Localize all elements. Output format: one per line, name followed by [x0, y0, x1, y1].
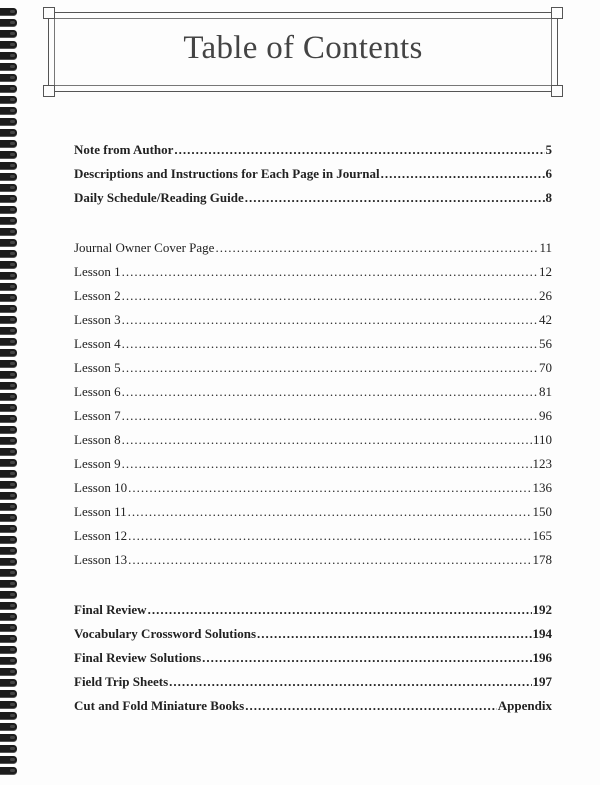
spiral-coil [0, 349, 17, 356]
spiral-coil [0, 635, 17, 642]
frame-corner-ornament [43, 85, 55, 97]
spiral-coil [0, 558, 17, 565]
toc-entry [74, 336, 552, 360]
toc-entry [74, 552, 552, 576]
spiral-coil [0, 723, 17, 730]
toc-entry-page-number: 196 [532, 650, 552, 665]
toc-entry-page-number: 123 [532, 456, 552, 471]
spiral-coil [0, 63, 17, 70]
spiral-coil [0, 261, 17, 268]
dot-leader [245, 190, 545, 206]
spiral-coil [0, 404, 17, 411]
toc-entry [74, 480, 552, 504]
toc-entry [74, 288, 552, 312]
page-title: Table of Contents [183, 30, 423, 66]
frame-corner-ornament [551, 85, 563, 97]
spiral-coil [0, 338, 17, 345]
spiral-coil [0, 679, 17, 686]
spiral-coil [0, 382, 17, 389]
spiral-coil [0, 448, 17, 455]
toc-entry [74, 674, 552, 698]
dot-leader [202, 650, 531, 666]
toc-entry-label: Lesson 1 [74, 264, 121, 279]
spiral-coil [0, 426, 17, 433]
toc-entry-label: Lesson 10 [74, 480, 128, 495]
toc-entry-page-number: 81 [539, 384, 552, 399]
toc-entry-label: Lesson 6 [74, 384, 121, 399]
spiral-coil [0, 173, 17, 180]
spiral-coil [0, 536, 17, 543]
spiral-coil [0, 580, 17, 587]
spiral-coil [0, 217, 17, 224]
spiral-coil [0, 657, 17, 664]
spiral-coil [0, 239, 17, 246]
toc-entry [74, 626, 552, 650]
dot-leader [128, 528, 531, 544]
toc-entry [74, 504, 552, 528]
spiral-coil [0, 712, 17, 719]
spiral-coil [0, 107, 17, 114]
dot-leader [245, 698, 497, 714]
dot-leader [128, 480, 531, 496]
table-of-contents [74, 142, 552, 722]
toc-entry-page-number: 178 [532, 552, 552, 567]
toc-entry-page-number: 165 [532, 528, 552, 543]
spiral-coil [0, 162, 17, 169]
spiral-coil [0, 250, 17, 257]
toc-entry-label: Lesson 7 [74, 408, 121, 423]
spiral-coil [0, 140, 17, 147]
dot-leader [122, 264, 538, 280]
toc-section [74, 142, 552, 214]
dot-leader [174, 142, 544, 158]
toc-entry-label: Descriptions and Instructions for Each Page in Journal [74, 166, 380, 181]
spiral-coil [0, 415, 17, 422]
toc-entry-label: Lesson 13 [74, 552, 128, 567]
toc-entry [74, 698, 552, 722]
toc-entry [74, 360, 552, 384]
toc-section [74, 240, 552, 576]
spiral-coil [0, 547, 17, 554]
toc-entry-label: Lesson 9 [74, 456, 121, 471]
dot-leader [122, 432, 532, 448]
spiral-coil [0, 360, 17, 367]
toc-entry-label: Lesson 11 [74, 504, 127, 519]
spiral-coil [0, 701, 17, 708]
toc-entry-label: Field Trip Sheets [74, 674, 169, 689]
spiral-coil [0, 613, 17, 620]
toc-entry [74, 190, 552, 214]
toc-entry [74, 456, 552, 480]
spiral-coil [0, 96, 17, 103]
spiral-coil [0, 327, 17, 334]
toc-entry-page-number: 70 [539, 360, 552, 375]
toc-entry-label: Final Review [74, 602, 147, 617]
toc-entry-page-number: 12 [539, 264, 552, 279]
toc-entry-page-number: 110 [532, 432, 552, 447]
spiral-coil [0, 745, 17, 752]
toc-entry-page-number: 136 [532, 480, 552, 495]
toc-entry [74, 142, 552, 166]
toc-entry-page-number: 96 [539, 408, 552, 423]
spiral-coil [0, 591, 17, 598]
toc-entry-page-number: Appendix [497, 698, 552, 713]
toc-entry-page-number: 11 [539, 240, 552, 255]
dot-leader [128, 504, 532, 520]
toc-entry-page-number: 6 [545, 166, 552, 181]
dot-leader [122, 288, 538, 304]
toc-entry [74, 528, 552, 552]
spiral-coil [0, 316, 17, 323]
spiral-coil [0, 756, 17, 763]
toc-entry-page-number: 56 [539, 336, 552, 351]
toc-entry-label: Lesson 5 [74, 360, 121, 375]
spiral-coil [0, 184, 17, 191]
toc-entry-page-number: 150 [532, 504, 552, 519]
spiral-coil [0, 195, 17, 202]
toc-entry-page-number: 8 [545, 190, 552, 205]
spiral-coil [0, 767, 17, 774]
dot-leader [215, 240, 538, 256]
spiral-coil [0, 602, 17, 609]
dot-leader [257, 626, 531, 642]
toc-entry-label: Lesson 8 [74, 432, 121, 447]
frame-corner-ornament [43, 7, 55, 19]
spiral-coil [0, 41, 17, 48]
toc-entry-page-number: 192 [532, 602, 552, 617]
spiral-coil [0, 52, 17, 59]
toc-entry [74, 432, 552, 456]
toc-entry [74, 602, 552, 626]
spiral-coil [0, 470, 17, 477]
toc-entry-label: Vocabulary Crossword Solutions [74, 626, 257, 641]
dot-leader [122, 456, 532, 472]
spiral-coil [0, 393, 17, 400]
toc-entry-label: Daily Schedule/Reading Guide [74, 190, 244, 205]
toc-entry-label: Note from Author [74, 142, 174, 157]
spiral-coil [0, 734, 17, 741]
spiral-coil [0, 283, 17, 290]
spiral-coil [0, 228, 17, 235]
spiral-coil [0, 118, 17, 125]
dot-leader [122, 360, 538, 376]
toc-entry [74, 312, 552, 336]
spiral-coil [0, 74, 17, 81]
spiral-coil [0, 481, 17, 488]
spiral-coil [0, 646, 17, 653]
dot-leader [122, 384, 538, 400]
toc-entry-label: Journal Owner Cover Page [74, 240, 215, 255]
toc-entry-label: Lesson 3 [74, 312, 121, 327]
dot-leader [381, 166, 545, 182]
spiral-coil [0, 690, 17, 697]
toc-entry [74, 384, 552, 408]
toc-entry-page-number: 26 [539, 288, 552, 303]
toc-entry-page-number: 194 [532, 626, 552, 641]
toc-entry [74, 408, 552, 432]
frame-corner-ornament [551, 7, 563, 19]
spiral-coil [0, 525, 17, 532]
spiral-coil [0, 294, 17, 301]
title-frame [48, 12, 558, 92]
spiral-coil [0, 492, 17, 499]
spiral-coil [0, 371, 17, 378]
toc-entry-page-number: 5 [545, 142, 552, 157]
toc-entry [74, 264, 552, 288]
spiral-coil [0, 151, 17, 158]
spiral-coil [0, 503, 17, 510]
spiral-coil [0, 30, 17, 37]
toc-entry-label: Lesson 4 [74, 336, 121, 351]
spiral-coil [0, 206, 17, 213]
toc-entry [74, 240, 552, 264]
spiral-coil [0, 437, 17, 444]
spiral-coil [0, 19, 17, 26]
toc-entry-label: Final Review Solutions [74, 650, 202, 665]
toc-section [74, 602, 552, 722]
toc-entry-label: Cut and Fold Miniature Books [74, 698, 245, 713]
spiral-coil [0, 129, 17, 136]
dot-leader [148, 602, 532, 618]
toc-entry-label: Lesson 2 [74, 288, 121, 303]
toc-entry [74, 166, 552, 190]
spiral-coil [0, 569, 17, 576]
toc-entry-label: Lesson 12 [74, 528, 128, 543]
dot-leader [122, 336, 538, 352]
spiral-coil [0, 459, 17, 466]
dot-leader [122, 312, 538, 328]
toc-entry [74, 650, 552, 674]
spiral-coil [0, 305, 17, 312]
spiral-coil [0, 668, 17, 675]
dot-leader [122, 408, 538, 424]
dot-leader [169, 674, 531, 690]
spiral-binding [0, 8, 22, 780]
spiral-coil [0, 624, 17, 631]
spiral-coil [0, 8, 17, 15]
spiral-coil [0, 272, 17, 279]
spiral-coil [0, 85, 17, 92]
toc-entry-page-number: 42 [539, 312, 552, 327]
toc-entry-page-number: 197 [532, 674, 552, 689]
spiral-coil [0, 514, 17, 521]
dot-leader [128, 552, 531, 568]
